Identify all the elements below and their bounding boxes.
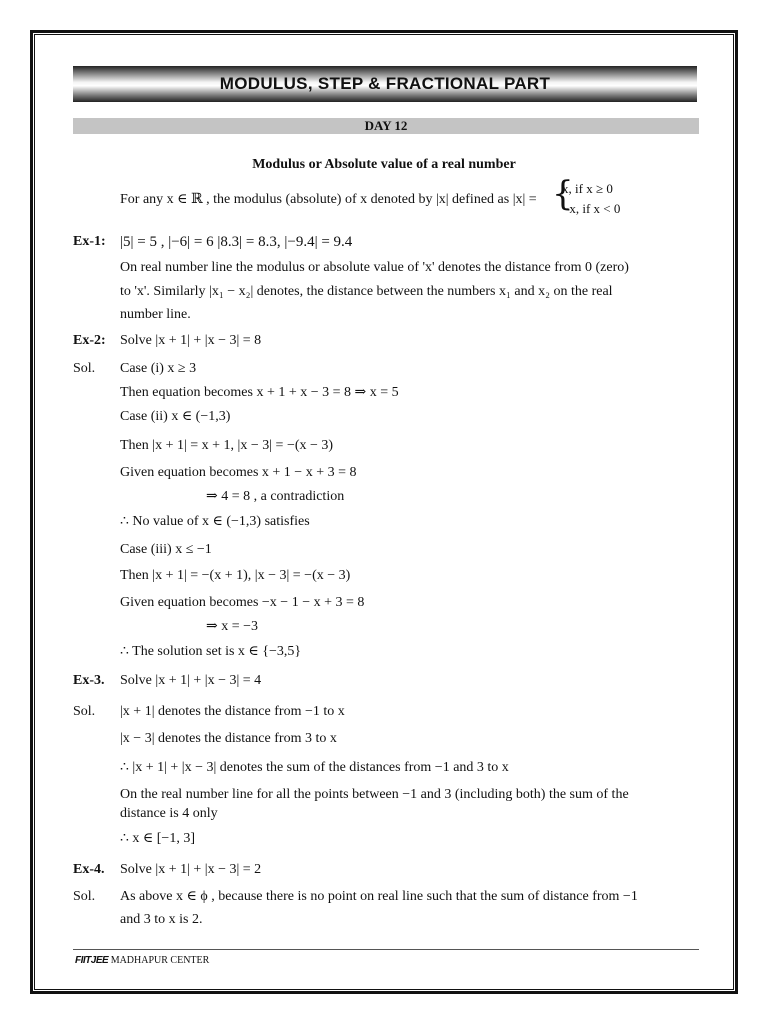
ex3-line: ∴ x ∈ [−1, 3] <box>120 831 195 846</box>
ex4-label: Ex-4. <box>73 862 105 877</box>
ex2-line: ∴ The solution set is x ∈ {−3,5} <box>120 644 302 659</box>
ex3-problem: Solve |x + 1| + |x − 3| = 4 <box>120 673 262 688</box>
page-title: MODULUS, STEP & FRACTIONAL PART <box>219 74 551 93</box>
ex4-problem: Solve |x + 1| + |x − 3| = 2 <box>120 862 262 877</box>
ex2-line: Then equation becomes x + 1 + x − 3 = 8 ⇒ x = 5 <box>120 385 399 400</box>
ex3-line: On the real number line for all the points between −1 and 3 (including both) the sum of the <box>120 787 629 802</box>
ex1-values: |5| = 5 , |−6| = 6 |8.3| = 8.3, |−9.4| = 9.4 <box>120 234 353 250</box>
ex2-line: ∴ No value of x ∈ (−1,3) satisfies <box>120 514 310 529</box>
ex2-line: Case (iii) x ≤ −1 <box>120 542 212 557</box>
definition-text: For any x ∈ ℝ , the modulus (absolute) of x denoted by |x| defined as |x| = <box>120 192 537 207</box>
footer-divider <box>73 949 699 950</box>
ex3-line: |x + 1| denotes the distance from −1 to x <box>120 704 345 719</box>
fiitjee-logo: FIITJEE <box>75 955 109 966</box>
ex2-sol-label: Sol. <box>73 361 96 376</box>
ex1-para-3: number line. <box>120 307 191 322</box>
title-banner <box>73 66 697 102</box>
day-bar: DAY 12 <box>73 118 699 134</box>
ex2-line: ⇒ x = −3 <box>206 619 259 634</box>
ex4-line: and 3 to x is 2. <box>120 912 203 927</box>
ex2-line: Given equation becomes −x − 1 − x + 3 = 8 <box>120 595 365 610</box>
ex2-line: Then |x + 1| = −(x + 1), |x − 3| = −(x − 3) <box>120 568 351 583</box>
footer <box>75 955 209 966</box>
ex4-line: As above x ∈ ϕ , because there is no point on real line such that the sum of distance from −1 <box>120 889 638 904</box>
ex3-line: ∴ |x + 1| + |x − 3| denotes the sum of the distances from −1 and 3 to x <box>120 760 509 775</box>
section-heading: Modulus or Absolute value of a real number <box>252 157 516 172</box>
ex1-label: Ex-1: <box>73 234 106 249</box>
ex2-line: Case (i) x ≥ 3 <box>120 361 197 376</box>
footer-center: MADHAPUR CENTER <box>110 955 210 966</box>
piecewise-brace: { <box>552 174 574 214</box>
ex3-label: Ex-3. <box>73 673 105 688</box>
ex1-para-2: to 'x'. Similarly |x₁ − x₂| denotes, the distance between the numbers x₁ and x₂ on the real <box>120 284 613 299</box>
definition-case-2: −x, if x < 0 <box>562 201 621 216</box>
ex2-line: Then |x + 1| = x + 1, |x − 3| = −(x − 3) <box>120 438 334 453</box>
ex2-line: Given equation becomes x + 1 − x + 3 = 8 <box>120 465 357 480</box>
ex2-line: ⇒ 4 = 8 , a contradiction <box>206 489 345 504</box>
ex2-line: Case (ii) x ∈ (−1,3) <box>120 409 231 424</box>
ex4-sol-label: Sol. <box>73 889 96 904</box>
ex3-line: distance is 4 only <box>120 806 218 821</box>
definition-case-1: x, if x ≥ 0 <box>562 181 613 196</box>
ex1-para-1: On real number line the modulus or absolute value of 'x' denotes the distance from 0 (zero) <box>120 260 629 275</box>
ex2-problem: Solve |x + 1| + |x − 3| = 8 <box>120 333 262 348</box>
ex3-line: |x − 3| denotes the distance from 3 to x <box>120 731 337 746</box>
ex2-label: Ex-2: <box>73 333 106 348</box>
ex3-sol-label: Sol. <box>73 704 96 719</box>
